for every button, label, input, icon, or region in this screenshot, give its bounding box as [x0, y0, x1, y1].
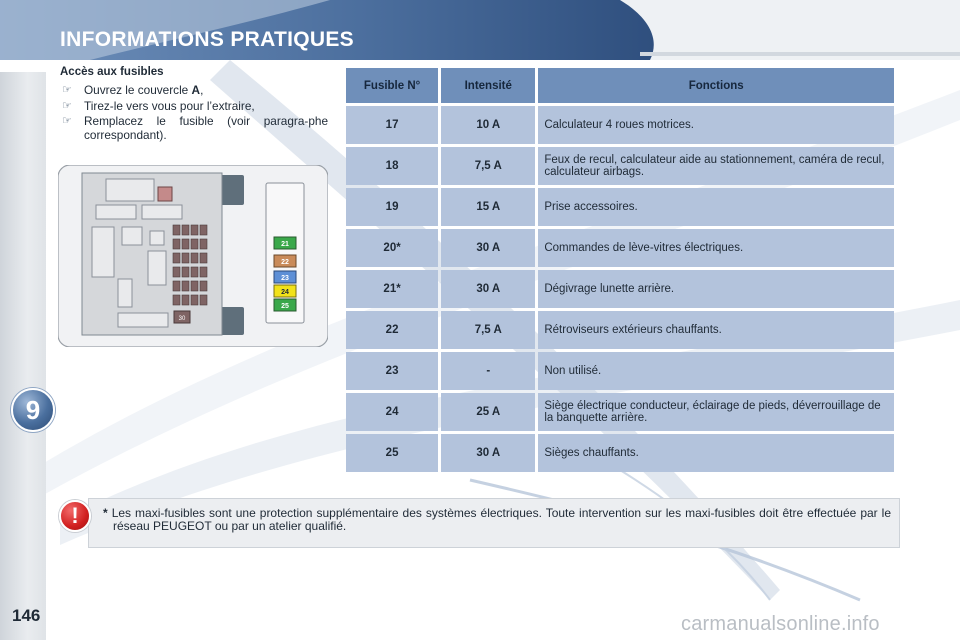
- fuse-number: 23: [346, 352, 438, 390]
- fuse-function: Commandes de lève-vitres électriques.: [538, 229, 894, 267]
- fuse-amperage: 10 A: [441, 106, 535, 144]
- page-number: 146: [12, 606, 41, 625]
- table-row: [346, 147, 894, 185]
- fuse-number: 19: [346, 188, 438, 226]
- fuse-label-30: 30: [178, 316, 186, 322]
- fuse-function: Sièges chauffants.: [538, 434, 894, 472]
- fuse-amperage: 30 A: [441, 434, 535, 472]
- fuse-function: Calculateur 4 roues motrices.: [538, 106, 894, 144]
- note-asterisk: *: [103, 506, 108, 520]
- watermark: carmanualsonline.info: [681, 613, 880, 635]
- header-functions: Fonctions: [538, 68, 894, 103]
- fuse-function: Siège électrique conducteur, éclairage de pieds, déverrouillage de la banquette arrière.: [538, 393, 894, 431]
- fuse-function: Rétroviseurs extérieurs chauffants.: [538, 311, 894, 349]
- fuse-label-23: 23: [281, 275, 289, 282]
- table-row: [346, 352, 894, 390]
- fuse-amperage: 7,5 A: [441, 311, 535, 349]
- fuse-amperage: 7,5 A: [441, 147, 535, 185]
- page-title: INFORMATIONS PRATIQUES: [60, 28, 354, 51]
- fuse-number: 18: [346, 147, 438, 185]
- fuse-number: 25: [346, 434, 438, 472]
- fuse-table: [343, 65, 897, 475]
- header-fuse-number: Fusible N°: [346, 68, 438, 103]
- fuse-number: 20*: [346, 229, 438, 267]
- fuse-box-diagram: [58, 165, 328, 347]
- step-item: ☞ Remplacez le fusible (voir paragra-phe correspondant).: [62, 114, 328, 142]
- note-body: Les maxi-fusibles sont une protection supplémentaire des systèmes électriques. Toute intervention sur les maxi-fusibles doit être effectuée par le réseau PEUGEOT ou par un atelier qualifié.: [111, 506, 891, 533]
- fuse-amperage: 25 A: [441, 393, 535, 431]
- fuse-number: 24: [346, 393, 438, 431]
- warning-icon: !: [59, 500, 91, 532]
- fuse-function: Feux de recul, calculateur aide au stationnement, caméra de recul, calculateur airbags.: [538, 147, 894, 185]
- table-row: [346, 188, 894, 226]
- chapter-badge: 9: [11, 388, 55, 432]
- fuse-function: Dégivrage lunette arrière.: [538, 270, 894, 308]
- step-item: ☞ Ouvrez le couvercle A,: [62, 83, 204, 97]
- table-row: [346, 270, 894, 308]
- fuse-amperage: 15 A: [441, 188, 535, 226]
- fuse-number: 22: [346, 311, 438, 349]
- table-row: [346, 229, 894, 267]
- steps-list: [60, 83, 328, 144]
- table-row: [346, 311, 894, 349]
- warning-note: [88, 498, 900, 548]
- fuse-label-21: 21: [281, 241, 289, 248]
- fuse-amperage: -: [441, 352, 535, 390]
- fuse-amperage: 30 A: [441, 270, 535, 308]
- table-row: [346, 393, 894, 431]
- fuse-label-24: 24: [281, 289, 289, 296]
- access-title: Accès aux fusibles: [60, 66, 164, 78]
- header-intensity: Intensité: [441, 68, 535, 103]
- fuse-function: Non utilisé.: [538, 352, 894, 390]
- pointing-hand-icon: ☞: [62, 99, 72, 112]
- pointing-hand-icon: ☞: [62, 84, 72, 96]
- table-row: [346, 106, 894, 144]
- table-row: [346, 434, 894, 472]
- note-text: [103, 507, 891, 533]
- fuse-label-25: 25: [281, 303, 289, 310]
- step-item: ☞ Tirez-le vers vous pour l’extraire,: [62, 98, 255, 113]
- pointing-hand-icon: ☞: [62, 115, 72, 127]
- table-header-row: [346, 68, 894, 103]
- fuse-number: 17: [346, 106, 438, 144]
- side-bar: [0, 72, 46, 640]
- fuse-function: Prise accessoires.: [538, 188, 894, 226]
- fuse-number: 21*: [346, 270, 438, 308]
- fuse-label-22: 22: [281, 259, 289, 266]
- fuse-amperage: 30 A: [441, 229, 535, 267]
